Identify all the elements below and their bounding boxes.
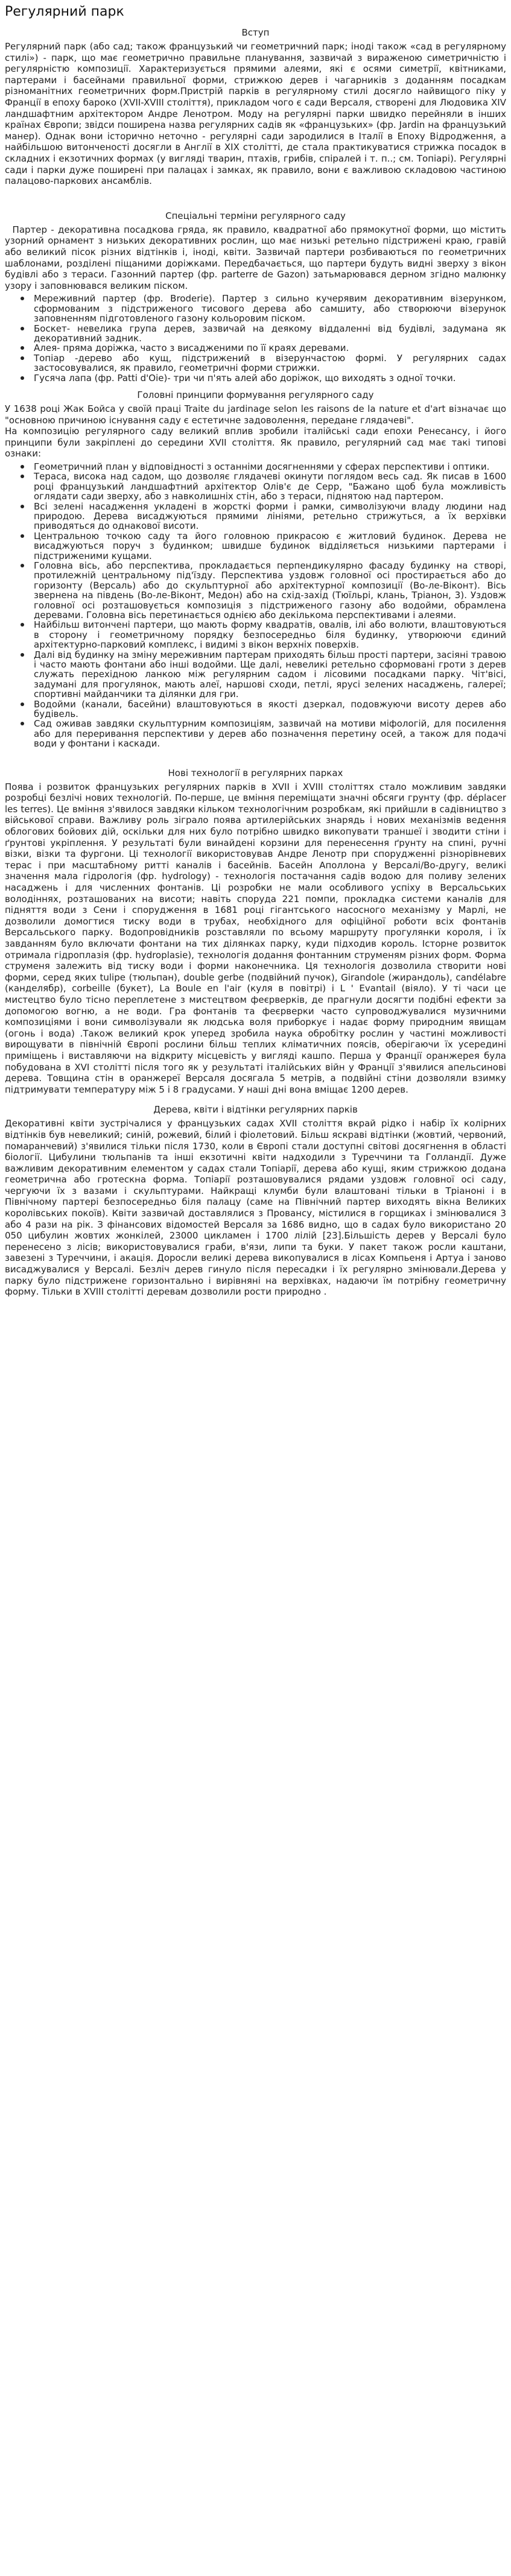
list-item: Алея- пряма доріжка, часто з висадженими по її краях деревами.	[34, 343, 506, 353]
paragraph: Регулярний парк (або сад; також французький чи геометричний парк; іноді також «сад в регулярному стилі») - парк, що має геометрично правильне планування, зазвичай з вираженою симетричністю і регулярністю композиції. Характеризується прямими алеями, які є осями симетрії, квітниками, партерами і басейнами правильної форми, стрижкою дерев і чагарників з доданням посадкам різноманітних геометричних форм.Пристрій парків в регулярному стилі досягло найвищого піку у Франції в епоху бароко (XVII-XVIII століття), прикладом чого є сади Версаля, створені для Людовика XIV ландшафтним архітектором Андре Ленотром. Моду на регулярні парки швидко перейняли в інших країнах Європи; звідси поширена назва регулярних садів як «французьких» (фр. Jardin на французький манер). Однак вони історично неточно - регулярні сади зародилися в Італії в Епоху Відродження, а найбільшою витонченості досягли в Англії в XIX столітті, де стала практикуватися стрижка посадок в складних і екзотичних формах (у вигляді тварин, птахів, грибів, спіралей і т. п..; см. Топіарі). Регулярні сади і парки дуже поширені при палацах і замках, як правило, вони є важливою складовою частиною палацово-паркових ансамблів.	[5, 41, 506, 187]
list-item: Мереживний партер (фр. Broderie). Партер з сильно кучерявим декоративним візерунком, сформованим з підстриженого тисового дерева або самшиту, або створюючи візерунок заповненням підготовленого газону кольоровим піском.	[34, 293, 506, 324]
list-item: Геометричний план у відповідності з останніми досягненнями у сферах перспективи і оптики.	[34, 462, 506, 472]
section-tech	[5, 767, 506, 1096]
article-body	[5, 27, 506, 1298]
section-terms	[5, 210, 506, 383]
list-item: Водойми (канали, басейни) влаштовуються в якості дзеркал, подовжуючи висоту дерев або будівель.	[34, 698, 506, 720]
paragraph: Поява і розвиток французьких регулярних парків в XVII і XVIII століттях стало можливим завдяки розробці безлічі нових технологій. По-перше, це вміння переміщати значні обсяги грунту (фр. déplacer les terres). Це вміння з'явилося завдяки кільком технологічним розробкам, які прийшли в садівництво з військової справи. Важливу роль зіграло поява артилерійських знарядь і нових механізмів ведення облогових бойових дій, оскільки для них було потрібно швидко викопувати траншеї і зводити стіни і ґрунтові укріплення. У результаті були винайдені корзини для перенесення ґрунту на спині, ручні візки, візки та фургони. Ці технології використовував Андре Ленотр при спорудженні різнорівневих терас і при масштабному ритті каналів і басейнів. Басейн Аполлона у Версалі/Во-другу, великі значення мала гідрологія (фр. hydrology) - технологія постачання садів водою для поливу зелених насаджень і для численних фонтанів. Ці розробки не мали особливого успіху в Версальських володіннях, розташованих на висоти; навіть споруда 221 помпи, прокладка системи каналів для підняття води з Сени і спорудження в 1681 році гігантського насосного механізму у Марлі, не дозволили домогтися тиску води в трубах, необхідного для офіційної роботи всіх фонтанів Версальського парку. Водопровідників розставляли по всьому маршруту прогулянки короля, і їх завданням було включати фонтани на тих ділянках парку, куди підходив король. Історне розвиток отримала гідроплазія (фр. hydroplasie), технологія додання фонтанним струменям різних форм. Форма струменя залежить від тиску води і форми наконечника. Ця технологія дозволила створити нові форми, серед яких tulipe (тюльпан), double gerbe (подвійний пучок), Girandole (жирандоль), candélabre (канделябр), corbeille (букет), La Boule en l'air (куля в повітрі) і L ' Evantail (віяло). У ті часи це мистецтво було тісно переплетене з мистецтвом феєрверків, де прагнули досягти подібні ефекти за допомогою вогню, а не води. Гра фонтанів та феєрверки часто супроводжувалися музичними композиціями і вони символізували як людська воля приборкує і надає форму природним явищам (огонь і вода) .Також великий крок уперед зробила наука обробітку рослин у частині можливості вирощувати в північній Європі рослини більш теплих кліматичних поясів, оберігаючи їх усередині приміщень і виставляючи на відкриту місцевість у вигляді кашпо. Перша у Франції оранжерея була побудована в XVI столітті після того як у результаті італійських війн у Франції з'явилися апельсинові дерева. Товщина стін в оранжереї Версаля досягала 5 метрів, а подвійні стіни дозволяли взимку підтримувати температуру між 5 і 8 градусами. У наші дні вона вміщає 1200 дерев.	[5, 781, 506, 1095]
section-principles	[5, 389, 506, 749]
bullet-list	[5, 294, 506, 383]
section-title: Спеціальні терміни регулярного саду	[165, 210, 346, 221]
list-item: Боскет- невелика група дерев, зазвичай на деякому віддаленні від будівлі, задумана як декоративний задник.	[34, 323, 506, 344]
section-title: Вступ	[241, 27, 270, 38]
paragraph: На композицію регулярного саду великий вплив зробили італійські сади епохи Ренесансу, і його принципи були закріплені до середини XVII століття. Як правило, регулярний сад має такі типові ознаки:	[5, 426, 506, 459]
list-item: Гусяча лапа (фр. Patti d'Oie)- три чи п'ять алей або доріжок, що виходять з одної точки.	[34, 373, 506, 383]
list-item: Сад оживав завдяки скульптурним композиціям, зазвичай на мотиви міфологій, для посилення або для переривання перспективи у дерев або позначення перетину осей, а також для подачі води у фонтани і каскади.	[34, 718, 506, 750]
section-intro	[5, 27, 506, 187]
list-item: Топіар -дерево або кущ, підстрижений в візерунчастою формі. У регулярних садах застосовувалися, як правило, геометричні форми стрижки.	[34, 352, 506, 374]
list-item: Всі зелені насадження укладені в жорсткі форми і рамки, символізуючи владу людини над природою. Дерева висаджуються прямими лініями, ретельно стрижуться, а їх верхівки приводяться до однакової висоти.	[34, 500, 506, 532]
page-title: Регулярний парк	[5, 4, 124, 19]
list-item: Найбільш витончені партери, що мають форму квадратів, овалів, ілі або волюти, влаштовуються в сторону і геометричному порядку безпосередньо біля будинку, утворюючи єдиний архітектурно-парковий комплекс, і видимі з вікон верхніх поверхів.	[34, 619, 506, 651]
list-item: Тераса, висока над садом, що дозволяє глядачеві окинути поглядом весь сад. Як писав в 1600 році французький ландшафтний архітектор Олів'є де Серр, "Бажано щоб була можливість оглядати сади зверху, або з навколишніх стін, або з тераси, піднятою над партером.	[34, 471, 506, 502]
list-item: Головна вісь, або перспектива, прокладається перпендикулярно фасаду будинку на створі, протилежній центральному під'їзду. Перспектива уздовж головної осі простирається або до горизонту (Версаль) або до скульптурної або архітектурної композиції (Во-ле-Віконт). Вісь звернена на південь (Во-ле-Віконт, Медон) або на схід-захід (Тюїльрі, клань, Тріанон, 3). Уздовж головної осі розташовується композиція з підстриженого газону або водойми, обрамлена деревами. Головна вісь перетинається однією або декількома перспективами і алеями.	[34, 560, 506, 620]
section-trees	[5, 1103, 506, 1298]
section-title: Дерева, квіти і відтінки регулярних парків	[153, 1104, 358, 1116]
paragraph: Декоративні квіти зустрічалися у французьких садах XVII століття вкрай рідко і набір їх колірних відтінків був невеликий; синій, рожевий, білий і фіолетовий. Більш яскраві відтінки (жовтий, червоний, помаранчевий) з'явилися тільки після 1730, коли в Європі стали доступні світові досягнення в області біології. Цибулини тюльпанів та інші екзотичні квіти надходили з Туреччини та Голландії. Дуже важливим декоративним елементом у садах стали Топіарії, дерева або кущі, яким стрижкою додана геометрична або гротескна форма. Топіарії розташовувалися рядами уздовж головної осі саду, чергуючи їх з вазами і скульптурами. Найкращі клумби були влаштовані тільки в Тріаноні і в Північному партері безпосередньо біля палацу (саме на Північний партер виходять вікна Великих королівських покоїв). Квіти зазвичай доставлялися з Провансу, містилися в горщиках і змінювалися 3 або 4 рази на рік. З фінансових відомостей Версаля за 1686 видно, що в садах було використано 20 050 цибулин жовтих жонкілей, 23000 цикламен і 1700 лілій [23].Більшість дерев у Версалі було перенесено з лісів; використовувалися граби, в'язи, липи та буки. У пакет також росли каштани, завезені з Туреччини, і акація. Доросли великі дерева викопувалися в лісах Компьеня і Артуа і заново висаджувалися у Версалі. Безліч дерев гинуло після пересадки і їх регулярно змінювали.Дерева у парку було підстрижене горизонтально і вирівняні на верхівках, надаючи їм потрібну геометричну форму. Тільки в XVIII столітті деревам дозволили рости природно .	[5, 1118, 506, 1298]
section-title: Нові технології в регулярних парках	[168, 767, 343, 778]
paragraph: Партер - декоративна посадкова гряда, як правило, квадратної або прямокутної форми, що містить узорний орнамент з низьких декоративних рослин, що має низькі ретельно підстрижені краю, гравій або великий пісок різних відтінків і, іноді, квіти. Зазвичай партери розбиваються по геометричних шаблонами, розділені піщаними доріжками. Передбачається, що партери будуть видні зверху з вікон будівлі або з тераси. Газонний партер (фр. parterre de Gazon) затьмарювався дерном згідно малюнку узору і заповнювався великим піском.	[5, 224, 506, 291]
list-item: Далі від будинку на зміну мереживним партерам приходять більш прості партери, засіяні травою і часто мають фонтани або інші водойми. Ще далі, невеликі ретельно сформовані гроти з дерев служать перехідною ланкою між регулярним садом і лісовими посадками парку. Чіт'вісі, задумані для прогулянок, мають алеї, наршові сходи, петлі, ярусі зелених насаджень, галереї; спортивні майданчики та ділянки для гри.	[34, 649, 506, 700]
bullet-list	[5, 462, 506, 749]
paragraph: У 1638 році Жак Бойса у своїй праці Traite du jardinage selon les raisons de la nature et d'art візначає що "основною причиною існування саду є естетичне задоволення, передане глядачеві".	[5, 403, 506, 426]
list-item: Центральною точкою саду та його головною прикрасою є житловий будинок. Дерева не висаджуються поруч з будинком; швидше будинок відділяється низькими партерами і підстриженими кущами.	[34, 530, 506, 561]
section-title: Головні принципи формування регулярного саду	[137, 389, 374, 400]
